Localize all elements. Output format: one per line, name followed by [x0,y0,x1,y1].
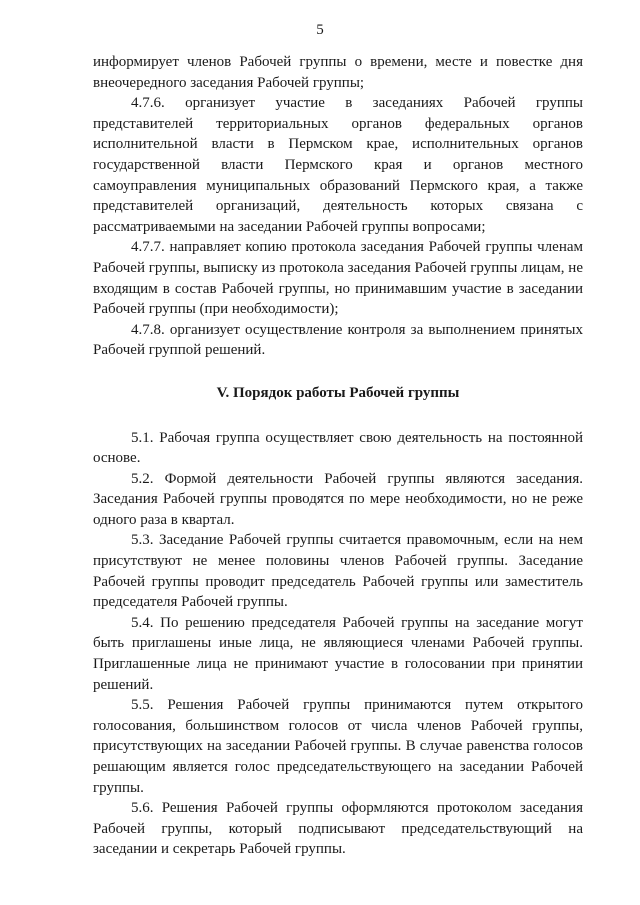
paragraph-4-7-6: 4.7.6. организует участие в заседаниях Рабочей группы представителей территориальных органов федеральных органов исполнительной власти в Пермском крае, исполнительных органов государственной власти Пермского края и органов местного самоуправления муниципальных образований Пермского края, а также представителей организаций, деятельность которых связана с рассматриваемыми на заседании Рабочей группы вопросами; [93,95,583,235]
paragraph-5-6: 5.6. Решения Рабочей группы оформляются протоколом заседания Рабочей группы, который подписывают председательствующий на заседании и секретарь Рабочей группы. [93,800,583,858]
section-heading: V. Порядок работы Рабочей группы [216,384,460,401]
paragraph-5-2: 5.2. Формой деятельности Рабочей группы являются заседания. Заседания Рабочей группы проводятся по мере необходимости, но не реже одного раза в квартал. [93,470,583,528]
paragraph-5-1: 5.1. Рабочая группа осуществляет свою деятельность на постоянной основе. [93,429,583,467]
paragraph-5-3: 5.3. Заседание Рабочей группы считается правомочным, если на нем присутствуют не менее половины членов Рабочей группы. Заседание Рабочей группы проводит председатель Рабочей группы или заместитель председателя Рабочей группы. [93,532,583,611]
document-body [93,52,583,860]
page-number: 5 [316,22,324,38]
paragraph-5-5: 5.5. Решения Рабочей группы принимаются путем открытого голосования, большинством голосов от числа членов Рабочей группы, присутствующих на заседании Рабочей группы. В случае равенства голосов решающим является голос председательствующего на заседании Рабочей группы. [93,697,583,796]
paragraph-4-7-8: 4.7.8. организует осуществление контроля за выполнением принятых Рабочей группой решений. [93,321,583,359]
paragraph-5-4: 5.4. По решению председателя Рабочей группы на заседание могут быть приглашены иные лица, не являющиеся членами Рабочей группы. Приглашенные лица не принимают участие в голосовании при принятии решений. [93,614,583,693]
paragraph-continuation: информирует членов Рабочей группы о времени, месте и повестке дня внеочередного заседания Рабочей группы; [93,54,583,91]
paragraph-4-7-7: 4.7.7. направляет копию протокола заседания Рабочей группы членам Рабочей группы, выписку из протокола заседания Рабочей группы лицам, не входящим в состав Рабочей группы, но принимавшим участие в заседании Рабочей группы (при необходимости); [93,239,583,318]
